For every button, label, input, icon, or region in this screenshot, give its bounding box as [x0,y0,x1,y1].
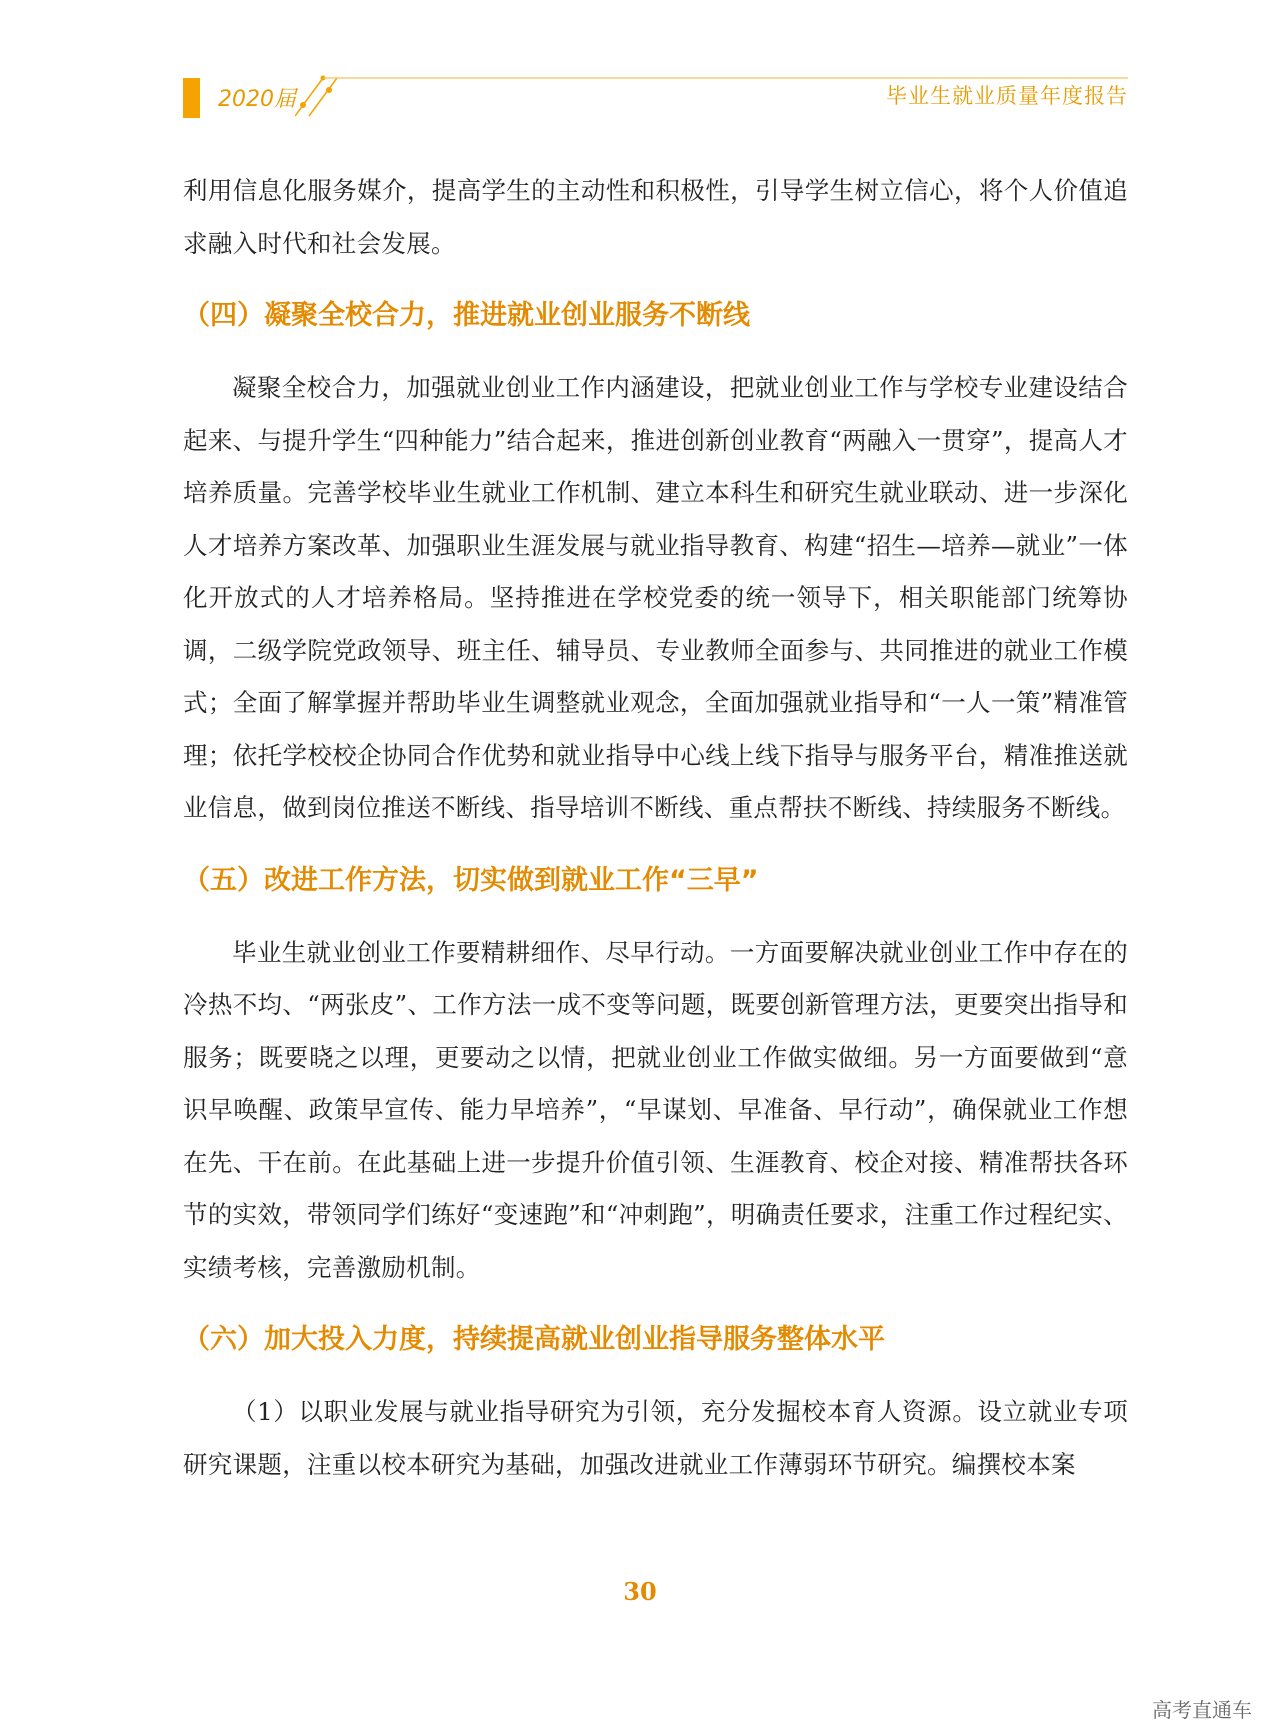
section-heading-6: （六）加大投入力度，持续提高就业创业指导服务整体水平 [183,1324,885,1355]
page-content [183,165,1128,1491]
page-number: 30 [623,1577,657,1606]
header-accent-bar [183,78,200,118]
section-heading-5: （五）改进工作方法，切实做到就业工作“三早” [183,864,759,896]
section-4-paragraph: 凝聚全校合力，加强就业创业工作内涵建设，把就业创业工作与学校专业建设结合起来、与提升学生“四种能力”结合起来，推进创新创业教育“两融入一贯穿”，提高人才培养质量。完善学校毕业生就业工作机制、建立本科生和研究生就业联动、进一步深化人才培养方案改革、加强职业生涯发展与就业指导教育、构建“招生—培养—就业”一体化开放式的人才培养格局。坚持推进在学校党委的统一领导下，相关职能部门统筹协调，二级学院党政领导、班主任、辅导员、专业教师全面参与、共同推进的就业工作模式；全面了解掌握并帮助毕业生调整就业观念，全面加强就业指导和“一人一策”精准管理；依托学校校企协同合作优势和就业指导中心线上线下指导与服务平台，精准推送就业信息，做到岗位推送不断线、指导培训不断线、重点帮扶不断线、持续服务不断线。 [183,373,1128,822]
header-year: 2020届 [218,87,296,112]
section-5-paragraph: 毕业生就业创业工作要精耕细作、尽早行动。一方面要解决就业创业工作中存在的冷热不均、“两张皮”、工作方法一成不变等问题，既要创新管理方法，更要突出指导和服务；既要晓之以理，更要动之以情，把就业创业工作做实做细。另一方面要做到“意识早唤醒、政策早宣传、能力早培养”，“早谋划、早准备、早行动”，确保就业工作想在先、干在前。在此基础上进一步提升价值引领、生涯教育、校企对接、精准帮扶各环节的实效，带领同学们练好“变速跑”和“冲刺跑”，明确责任要求，注重工作过程纪实、实绩考核，完善激励机制。 [183,937,1128,1282]
page-header [183,72,1128,120]
section-heading-4: （四）凝聚全校合力，推进就业创业服务不断线 [183,300,750,331]
intro-paragraph: 利用信息化服务媒介，提高学生的主动性和积极性，引导学生树立信心，将个人价值追求融入时代和社会发展。 [183,176,1128,258]
section-6-paragraph: （1）以职业发展与就业指导研究为引领，充分发掘校本育人资源。设立就业专项研究课题，注重以校本研究为基础，加强改进就业工作薄弱环节研究。编撰校本案 [183,1397,1128,1479]
watermark: 高考直通车 [1152,1698,1252,1722]
report-title: 毕业生就业质量年度报告 [886,84,1128,108]
